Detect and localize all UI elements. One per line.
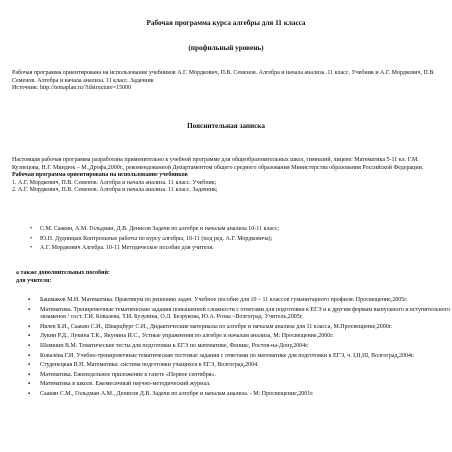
document-subtitle: (профильный уровень) [188,44,264,52]
list-item: ▪ Математика в школе. Ежемесячный научно-методический журнал. [28,381,450,389]
list-item: • Ю.П. Дудницын Контрольные работы по курсу алгебры, 10-11 (под ред. А.Г. Мордковича); [30,236,440,244]
list-item: ▪ Саакян С.М., Гольдман А.М., Денисов Д.В. Задачи по алгебре и началам анализа. - М: Просвещение,2001г. [28,391,450,399]
textbooks-heading: Рабочая программа ориентирована на использование учебников [12,172,188,179]
list-item: ▪ Ивлев Б.И., Саакян С.И., Шварцбург С.И., Дидактические материалы по алгебре и началам анализа для 11 класса, М.Просвещение,2000г. [28,324,450,332]
list-item: ▪ Башмаков М.И. Математика. Практикум по решению задач. Учебное пособие для 10 – 11 классов гуманитарного профиля: Просвещение,2005г. [28,297,450,305]
source-line: Источник: http://temaplan.ru/?idstructure=15000 [12,85,132,92]
textbook-item: 2. А.Г. Мордкович, П.В. Семенов. Алгебра и начала анализа. 11 класс. Задачник; [12,187,218,194]
list-item: ▪ Математика. Еженедельное приложение к газете «Первое сентября». [28,372,450,380]
list-item: ▪ Студенецкая В.Н. Математика: система подготовки учащихся к ЕГЭ, Волгоград,2004. [28,362,450,370]
teachers-heading: для учителя: [16,277,52,284]
additional-aids-list [28,297,450,401]
explanatory-note [12,157,444,195]
textbook-item: 1. А.Г. Мордкович, П.В. Семенов. Алгебра и начала анализа. 11 класс. Учебник; [12,179,217,186]
list-item: • А.Г. Мордкович Алгебра. 10-11 Методическое пособие для учителя. [30,245,440,253]
list-item: ▪ Лукин Р.Д., Лукина Т.К., Якунина И.С., Устные упражнения по алгебре и началам анализа, М: Просвещение,2000г. [28,333,450,341]
intro-text: Рабочая программа ориентирована на использование учебников А.Г. Мордкович, П.В. Семенов. Алгебра и начала анализа. 11 класс. Учебник и А.Г. Мордкович, П.В. Семенов. Алгебра и начала анализа. 11 класс. Задачник [12,70,435,84]
list-item: ▪ Ковалёва Г.И. Учебно-тренировочные тематические тестовые задания с ответами по математике для подготовки к ЕГЭ, ч. I,II,III, Волгоград,2004г. [28,353,450,361]
list-item: ▪ Шамшин В.М. Тематические тесты для подготовки к ЕГЭ по математике, Феникс, Ростов-на-Дону,2004г. [28,343,450,351]
teacher-aids-list [30,226,440,255]
explanatory-paragraph: Настоящая рабочая программа разработана применительно к учебной программе для общеобразовательных школ, гимназий, лицеев: Математика 5-11 кл. Г.М. Кузнецова, Н.Г. Миндюк – М.,Дрофа,2000г., рекомендованной Департаментом общего среднего образования Министерства образования Российской Федерации. [12,157,424,171]
list-item: • С.М. Саакян, А.М. Гольдман, Д.В. Денисов Задачи по алгебре и началам анализа 10-11 класс; [30,226,440,234]
list-item: ▪ Математика. Тренировочные тематические задания повышенной сложности с ответами для подготовки к ЕГЭ и к другим формам выпускного и вступительного экзаменов / сост. Г.И. Ковалева, Т.И. Бузулина, О.Л. Безрукова, Ю.А. Розка –Волгоград. Учитель,2005г. [28,307,450,322]
document-title: Рабочая программа курса алгебры для 11 класса [146,19,306,27]
intro-block [12,70,440,93]
section-title: Пояснительная записка [187,122,265,130]
extra-aids-heading-block [16,270,436,285]
extra-aids-heading: а также дополнительных пособий: [16,270,110,276]
